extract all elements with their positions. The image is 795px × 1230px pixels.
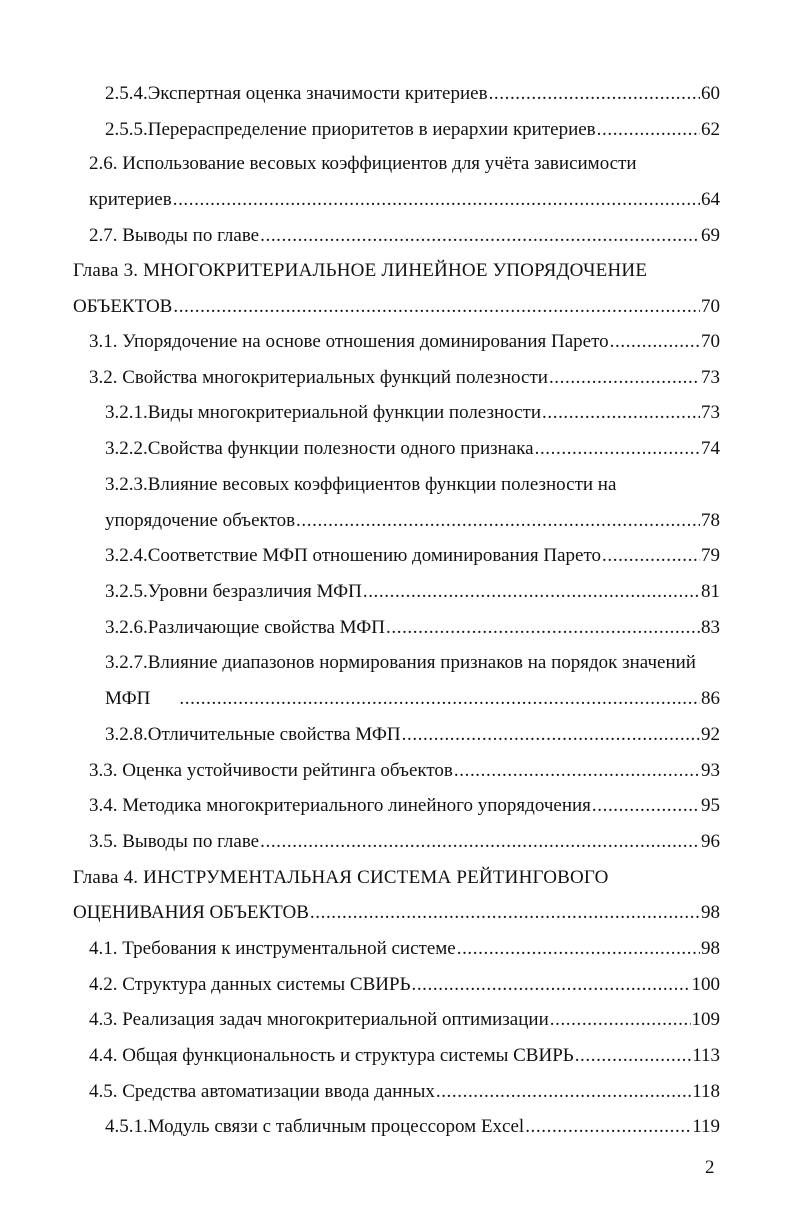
toc-leader-dots <box>454 756 700 786</box>
toc-leader-dots <box>173 292 700 322</box>
toc-leader-dots <box>386 613 700 643</box>
toc-entry-page: 64 <box>701 189 720 210</box>
toc-entry-page: 118 <box>692 1081 720 1102</box>
toc-entry-title: 4.5.1.Модуль связи с табличным процессором Excel <box>105 1116 525 1137</box>
toc-entry-page: 70 <box>701 331 720 352</box>
toc-entry <box>105 506 720 536</box>
toc-entry <box>89 1005 720 1035</box>
toc-entry-title: 3.1. Упорядочение на основе отношения доминирования Парето <box>89 331 609 352</box>
chapter-heading: Глава 3. МНОГОКРИТЕРИАЛЬНОЕ ЛИНЕЙНОЕ УПОРЯДОЧЕНИЕ <box>73 260 648 281</box>
toc-entry <box>89 791 720 821</box>
toc-entry-title: упорядочение объектов <box>105 510 296 531</box>
toc-entry-page: 98 <box>701 938 720 959</box>
toc-entry-title: 3.2.7.Влияние диапазонов нормирования признаков на порядок значений <box>105 652 696 673</box>
toc-entry-page: 83 <box>701 617 720 638</box>
toc-entry-title: 2.7. Выводы по главе <box>89 225 260 246</box>
toc-leader-dots <box>260 827 700 857</box>
toc-entry-title: 4.5. Средства автоматизации ввода данных <box>89 1081 435 1102</box>
toc-entry-title: 3.2.3.Влияние весовых коэффициентов функции полезности на <box>105 474 617 495</box>
toc-entry-title: 4.3. Реализация задач многокритериальной оптимизации <box>89 1009 549 1030</box>
toc-entry-page: 60 <box>701 83 720 104</box>
toc-leader-dots <box>549 363 700 393</box>
toc-leader-dots <box>173 185 700 215</box>
toc-entry-title: 2.6. Использование весовых коэффициентов для учёта зависимости <box>89 153 637 174</box>
toc-leader-dots <box>525 1112 691 1142</box>
toc-leader-dots <box>296 506 700 536</box>
toc-leader-dots <box>542 398 700 428</box>
toc-entry <box>105 434 720 464</box>
toc-leader-dots <box>436 1077 691 1107</box>
chapter-heading: Глава 4. ИНСТРУМЕНТАЛЬНАЯ СИСТЕМА РЕЙТИНГОВОГО <box>73 867 609 888</box>
toc-entry-page: 69 <box>701 225 720 246</box>
toc-entry-page: 62 <box>701 119 720 140</box>
toc-entry-title: 3.2.1.Виды многокритериальной функции полезности <box>105 402 542 423</box>
toc-entry-title: 4.4. Общая функциональность и структура системы СВИРЬ <box>89 1045 574 1066</box>
toc-entry-title: 4.2. Структура данных системы СВИРЬ <box>89 974 411 995</box>
toc-entry-title: 3.2.5.Уровни безразличия МФП <box>105 581 362 602</box>
toc-entry <box>73 292 720 322</box>
toc-entry <box>105 398 720 428</box>
toc-entry-page: 78 <box>701 510 720 531</box>
toc-entry-title: 3.2.2.Свойства функции полезности одного признака <box>105 438 534 459</box>
toc-leader-dots <box>550 1005 691 1035</box>
toc-entry-title: 3.2.6.Различающие свойства МФП <box>105 617 386 638</box>
toc-entry-page: 109 <box>691 1009 720 1030</box>
toc-leader-dots <box>610 327 700 357</box>
toc-entry-title: 3.5. Выводы по главе <box>89 831 260 852</box>
toc-leader-dots <box>597 115 700 145</box>
toc-entry-title: МФП <box>105 688 151 709</box>
toc-leader-dots <box>179 684 700 714</box>
toc-entry-page: 113 <box>692 1045 720 1066</box>
toc-entry <box>105 115 720 145</box>
toc-entry-title: 2.5.4.Экспертная оценка значимости критериев <box>105 83 488 104</box>
toc-entry <box>89 934 720 964</box>
toc-leader-dots <box>411 970 690 1000</box>
toc-entry <box>105 684 720 714</box>
toc-entry-page: 96 <box>701 831 720 852</box>
toc-leader-dots <box>535 434 700 464</box>
toc-entry-page: 81 <box>701 581 720 602</box>
toc-entry-page: 92 <box>701 724 720 745</box>
toc-entry-title: 4.1. Требования к инструментальной системе <box>89 938 456 959</box>
toc-entry-page: 86 <box>701 688 720 709</box>
toc-entry <box>89 327 720 357</box>
toc-entry-page: 95 <box>701 795 720 816</box>
toc-entry-title: критериев <box>89 189 172 210</box>
toc-entry-page: 119 <box>692 1116 720 1137</box>
toc-entry <box>105 577 720 607</box>
toc-entry <box>89 756 720 786</box>
toc-leader-dots <box>489 79 700 109</box>
toc-leader-dots <box>260 221 700 251</box>
toc-entry-page: 98 <box>701 902 720 923</box>
toc-entry-title: 3.2.4.Соответствие МФП отношению доминирования Парето <box>105 545 602 566</box>
toc-entry-title: 3.2.8.Отличительные свойства МФП <box>105 724 401 745</box>
toc-entry-page: 73 <box>701 402 720 423</box>
toc-entry <box>105 613 720 643</box>
toc-entry-page: 74 <box>701 438 720 459</box>
toc-entry-page: 70 <box>701 296 720 317</box>
toc-leader-dots <box>402 720 700 750</box>
toc-leader-dots <box>363 577 700 607</box>
toc-leader-dots <box>310 898 700 928</box>
toc-entry <box>105 1112 720 1142</box>
toc-entry-page: 79 <box>701 545 720 566</box>
toc-entry-page: 100 <box>691 974 720 995</box>
toc-entry <box>89 363 720 393</box>
toc-entry <box>89 1041 720 1071</box>
toc-leader-dots <box>592 791 700 821</box>
toc-entry <box>73 898 720 928</box>
page-number: 2 <box>705 1157 715 1178</box>
toc-leader-dots <box>457 934 700 964</box>
toc-entry-title: ОЦЕНИВАНИЯ ОБЪЕКТОВ <box>73 902 309 923</box>
toc-entry <box>89 221 720 251</box>
toc-leader-dots <box>575 1041 692 1071</box>
toc-entry-title: 3.3. Оценка устойчивости рейтинга объектов <box>89 760 453 781</box>
toc-entry <box>105 541 720 571</box>
toc-entry <box>89 1077 720 1107</box>
toc-entry-title: 3.4. Методика многокритериального линейного упорядочения <box>89 795 591 816</box>
toc-entry-title: ОБЪЕКТОВ <box>73 296 173 317</box>
toc-entry <box>105 79 720 109</box>
toc-entry-page: 73 <box>701 367 720 388</box>
toc-entry <box>105 720 720 750</box>
toc-entry <box>89 185 720 215</box>
toc-entry-title: 3.2. Свойства многокритериальных функций полезности <box>89 367 548 388</box>
toc-entry-title: 2.5.5.Перераспределение приоритетов в иерархии критериев <box>105 119 596 140</box>
toc-entry <box>89 970 720 1000</box>
toc-leader-dots <box>602 541 700 571</box>
toc-entry <box>89 827 720 857</box>
toc-entry-page: 93 <box>701 760 720 781</box>
